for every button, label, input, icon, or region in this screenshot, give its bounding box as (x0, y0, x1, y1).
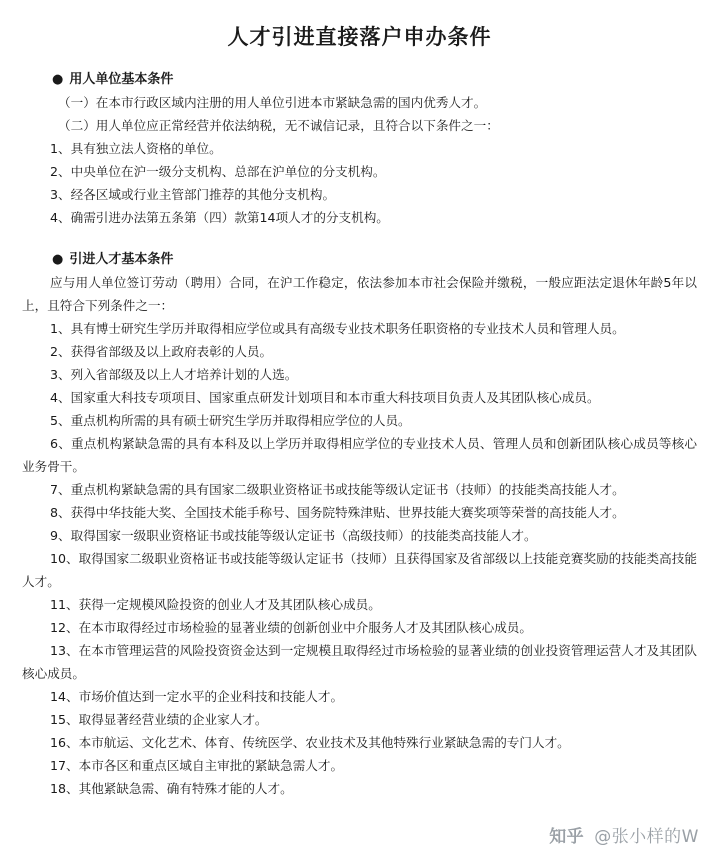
list-item: 8、获得中华技能大奖、全国技术能手称号、国务院特殊津贴、世界技能大赛奖项等荣誉的高技能人才。 (50, 505, 625, 520)
employer-condition-list (22, 137, 697, 229)
list-item: 15、取得显著经营业绩的企业家人才。 (50, 712, 268, 727)
list-item: 4、确需引进办法第五条第（四）款第14项人才的分支机构。 (50, 210, 389, 225)
watermark-brand: 知乎 (549, 827, 585, 847)
section-heading-text: 用人单位基本条件 (69, 72, 174, 87)
list-item: 1、具有博士研究生学历并取得相应学位或具有高级专业技术职务任职资格的专业技术人员和管理人员。 (50, 321, 625, 336)
list-item: 16、本市航运、文化艺术、体育、传统医学、农业技术及其他特殊行业紧缺急需的专门人才。 (50, 735, 570, 750)
watermark-author: @张小样的W (594, 827, 699, 847)
bullet-icon: ● (52, 72, 64, 87)
list-item: 2、中央单位在沪一级分支机构、总部在沪单位的分支机构。 (50, 164, 386, 179)
list-item: 3、列入省部级及以上人才培养计划的人选。 (50, 367, 298, 382)
talent-condition-list (22, 317, 697, 800)
section-heading-text: 引进人才基本条件 (69, 252, 174, 267)
section-heading (22, 68, 697, 91)
section-heading (22, 248, 697, 271)
list-item: 7、重点机构紧缺急需的具有国家二级职业资格证书或技能等级认定证书（技师）的技能类高技能人才。 (50, 482, 625, 497)
document-title: 人才引进直接落户申办条件 (227, 25, 492, 49)
employer-item: （二）用人单位应正常经营并依法纳税，无不诚信记录，且符合以下条件之一： (58, 118, 499, 133)
watermark (549, 822, 699, 847)
section-employer-conditions (22, 68, 697, 229)
list-item: 12、在本市取得经过市场检验的显著业绩的创新创业中介服务人才及其团队核心成员。 (50, 620, 532, 635)
list-item: 6、重点机构紧缺急需的具有本科及以上学历并取得相应学位的专业技术人员、管理人员和创新团队核心成员等核心业务骨干。 (22, 436, 697, 474)
list-item: 11、获得一定规模风险投资的创业人才及其团队核心成员。 (50, 597, 381, 612)
list-item: 5、重点机构所需的具有硕士研究生学历并取得相应学位的人员。 (50, 413, 411, 428)
list-item: 17、本市各区和重点区域自主审批的紧缺急需人才。 (50, 758, 344, 773)
list-item: 1、具有独立法人资格的单位。 (50, 141, 222, 156)
list-item: 9、取得国家一级职业资格证书或技能等级认定证书（高级技师）的技能类高技能人才。 (50, 528, 537, 543)
list-item: 10、取得国家二级职业资格证书或技能等级认定证书（技师）且获得国家及省部级以上技能竞赛奖励的技能类高技能人才。 (22, 551, 697, 589)
intro-paragraph: 应与用人单位签订劳动（聘用）合同，在沪工作稳定，依法参加本市社会保险并缴税，一般应距法定退休年龄5年以上，且符合下列条件之一： (22, 275, 697, 313)
list-item: 13、在本市管理运营的风险投资资金达到一定规模且取得经过市场检验的显著业绩的创业投资管理运营人才及其团队核心成员。 (22, 643, 697, 681)
list-item: 18、其他紧缺急需、确有特殊才能的人才。 (50, 781, 293, 796)
employer-item: （一）在本市行政区域内注册的用人单位引进本市紧缺急需的国内优秀人才。 (58, 95, 487, 110)
bullet-icon: ● (52, 252, 64, 267)
list-item: 3、经各区域或行业主管部门推荐的其他分支机构。 (50, 187, 336, 202)
list-item: 4、国家重大科技专项项目、国家重点研发计划项目和本市重大科技项目负责人及其团队核心成员。 (50, 390, 600, 405)
section-talent-conditions (22, 248, 697, 800)
list-item: 14、市场价值达到一定水平的企业科技和技能人才。 (50, 689, 344, 704)
section-spacer (22, 229, 697, 248)
list-item: 2、获得省部级及以上政府表彰的人员。 (50, 344, 273, 359)
